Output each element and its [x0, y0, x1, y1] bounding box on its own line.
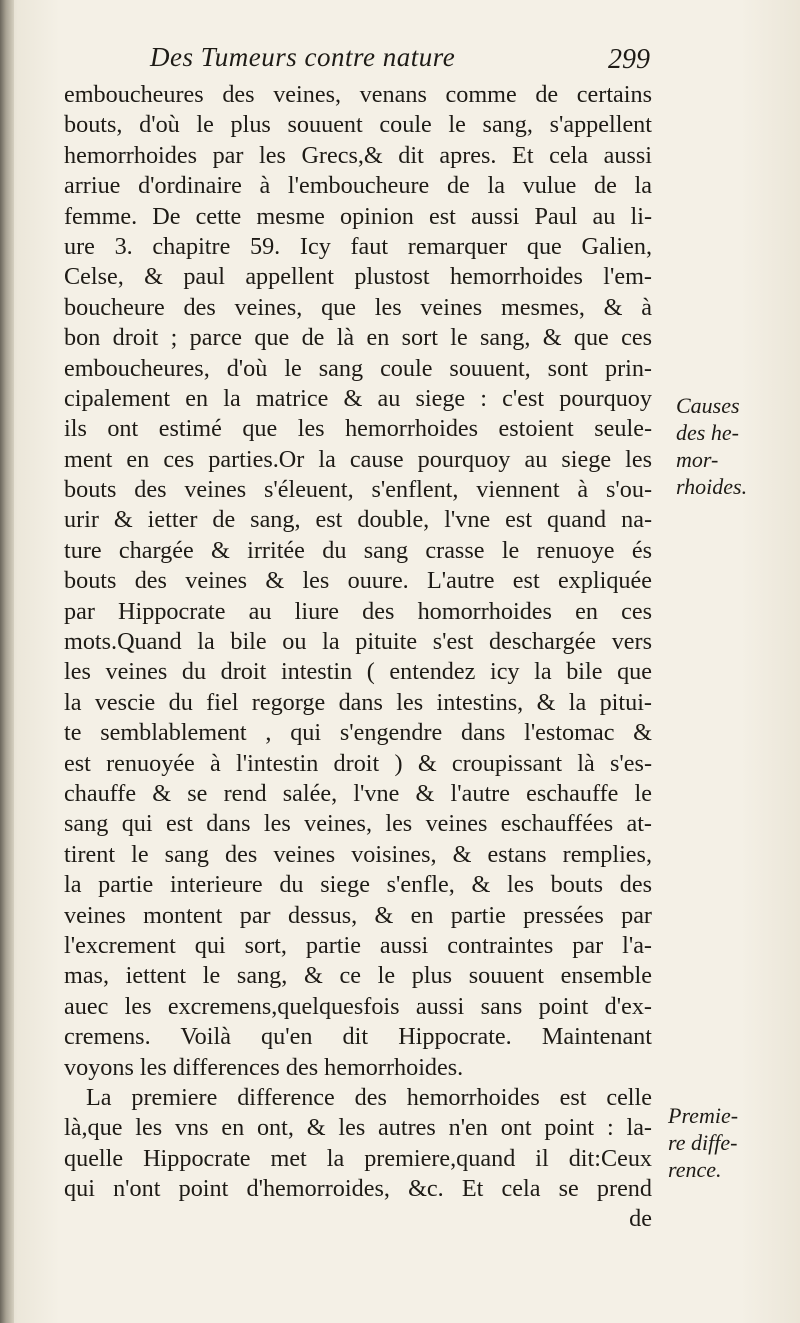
catchword: de: [629, 1205, 652, 1233]
text-line: ment en ces parties.Or la cause pourquoy au siege les: [64, 445, 652, 473]
margin-note-line: Causes: [676, 393, 740, 418]
text-line: cremens. Voilà qu'en dit Hippocrate. Maintenant: [64, 1023, 652, 1051]
text-line: Celse, & paul appellent plustost hemorrhoides l'em-: [64, 263, 652, 291]
text-line: la vescie du fiel regorge dans les intestins, & la pitui-: [64, 688, 652, 716]
text-line: voyons les differences des hemorrhoides.: [64, 1053, 464, 1081]
text-line: est renuoyée à l'intestin droit ) & croupissant là s'es-: [64, 749, 652, 777]
text-line: auec les excremens,quelquesfois aussi sans point d'ex-: [64, 992, 652, 1020]
text-line: par Hippocrate au liure des homorrhoides en ces: [64, 597, 652, 625]
text-line: les veines du droit intestin ( entendez icy la bile que: [64, 658, 652, 686]
text-line: sang qui est dans les veines, les veines eschauffées at-: [64, 810, 652, 838]
binding-edge: [0, 0, 14, 1323]
margin-note-line: Premie-: [668, 1103, 739, 1128]
text-line: te semblablement , qui s'engendre dans l'estomac &: [64, 719, 652, 747]
page-header: [150, 42, 650, 82]
text-line: hemorrhoides par les Grecs,& dit apres. Et cela aussi: [64, 141, 652, 169]
running-title: Des Tumeurs contre nature: [150, 42, 456, 72]
text-line: cipalement en la matrice & au siege : c'est pourquoy: [64, 384, 652, 412]
text-line: mas, iettent le sang, & ce le plus souuent ensemble: [64, 962, 652, 990]
text-line: là,que les vns en ont, & les autres n'en ont point : la-: [64, 1114, 652, 1142]
text-line: ure 3. chapitre 59. Icy faut remarquer que Galien,: [64, 232, 652, 260]
margin-note-causes: [676, 392, 747, 500]
margin-note-line: rhoides.: [676, 474, 748, 499]
text-line: ils ont estimé que les hemorrhoides estoient seule-: [64, 415, 652, 443]
margin-note-line: rence.: [668, 1157, 722, 1182]
text-line: mots.Quand la bile ou la pituite s'est deschargée vers: [64, 628, 652, 656]
text-line: urir & ietter de sang, est double, l'vne est quand na-: [64, 506, 652, 534]
text-line: chauffe & se rend salée, l'vne & l'autre eschauffe le: [64, 779, 652, 807]
text-line: femme. De cette mesme opinion est aussi Paul au li-: [64, 202, 652, 230]
text-line: ture chargée & irritée du sang crasse le renuoye és: [64, 536, 652, 564]
text-line: l'excrement qui sort, partie aussi contraintes par l'a-: [64, 931, 652, 959]
margin-note-line: des he-: [676, 420, 739, 445]
margin-note-premiere-difference: [668, 1102, 738, 1183]
text-line: bouts, d'où le plus souuent coule le sang, s'appellent: [64, 111, 652, 139]
margin-note-line: re diffe-: [668, 1130, 738, 1155]
text-line: boucheure des veines, que les veines mesmes, & à: [64, 293, 652, 321]
text-line: qui n'ont point d'hemorroides, &c. Et cela se prend: [64, 1175, 652, 1203]
text-line: la partie interieure du siege s'enfle, & les bouts des: [64, 871, 652, 899]
text-line: arriue d'ordinaire à l'emboucheure de la vulue de la: [64, 172, 652, 200]
text-line: bouts des veines & les ouure. L'autre est expliquée: [64, 567, 652, 595]
text-line: tirent le sang des veines voisines, & estans remplies,: [64, 840, 652, 868]
text-line: quelle Hippocrate met la premiere,quand il dit:Ceux: [64, 1144, 652, 1172]
body-text: [64, 80, 652, 1235]
text-line: La premiere difference des hemorrhoides est celle: [86, 1083, 652, 1111]
text-line: bouts des veines s'éleuent, s'enflent, viennent à s'ou-: [64, 476, 652, 504]
text-line: veines montent par dessus, & en partie pressées par: [64, 901, 652, 929]
page-number: 299: [608, 44, 650, 75]
text-line: bon droit ; parce que de là en sort le sang, & que ces: [64, 324, 652, 352]
text-line: emboucheures, d'où le sang coule souuent, sont prin-: [64, 354, 652, 382]
margin-note-line: mor-: [676, 447, 719, 472]
text-line: emboucheures des veines, venans comme de certains: [64, 81, 652, 108]
